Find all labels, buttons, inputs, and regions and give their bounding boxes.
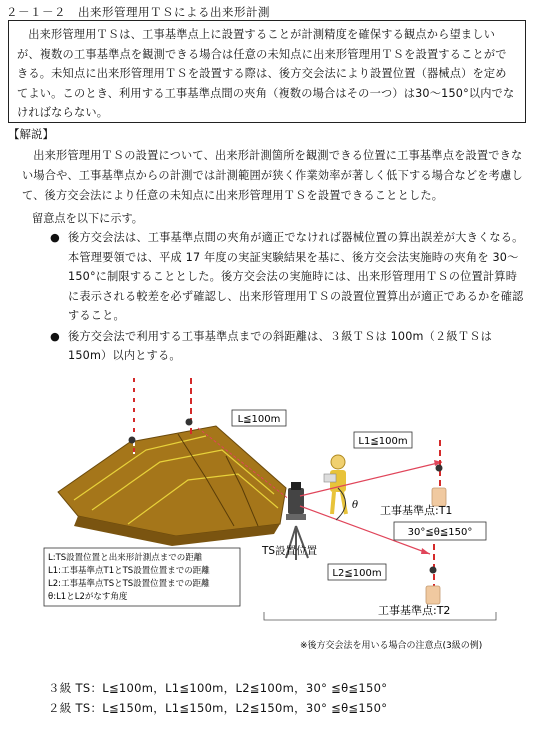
L1-label: L1≦100m — [358, 436, 408, 447]
spec-line-class2: ２級 TS：L≦150m，L1≦150m，L2≦150m，30° ≦θ≦150° — [48, 701, 388, 715]
legend-item: L1:工事基準点T1とTS設置位置までの距離 — [48, 566, 210, 576]
legend-item: L2:工事基準点TSとTS設置位置までの距離 — [48, 579, 210, 589]
diagram-legend — [44, 548, 240, 606]
notes-list — [48, 228, 528, 367]
diagram-caption: ※後方交会法を用いる場合の注意点(3級の例) — [300, 641, 483, 651]
list-item — [48, 327, 528, 366]
t1-label: 工事基準点:T1 — [380, 504, 453, 517]
t2-label: 工事基準点:T2 — [378, 604, 451, 617]
theta-symbol: θ — [352, 500, 359, 511]
commentary-paragraph-block — [22, 146, 528, 206]
terrain-illustration — [58, 426, 286, 546]
resection-diagram — [38, 376, 508, 658]
bullet-icon: ● — [50, 329, 60, 343]
angle-label: 30°≦θ≦150° — [407, 527, 473, 538]
section-heading: ２－１－２ 出来形管理用ＴＳによる出来形計測 — [6, 5, 270, 19]
worker-illustration — [324, 455, 346, 514]
bullet-text: 後方交会法で利用する工事基準点までの斜距離は、３級ＴＳは 100m（２級ＴＳは 150m）以内とする。 — [68, 329, 492, 362]
legend-item: θ:L1とL2がなす角度 — [48, 592, 128, 602]
commentary-paragraph: 出来形管理用ＴＳの設置について、出来形計測箇所を観測できる位置に工事基準点を設置できない場合や、工事基準点からの計測では計測範囲が狭く作業効率が著しく低下する場合などを考慮して、後方交会法により任意の未知点に出来形管理用ＴＳを設置できることとした。 — [22, 149, 523, 202]
L-label: L≦100m — [237, 414, 281, 425]
L2-label: L2≦100m — [332, 568, 382, 579]
requirement-box — [8, 20, 526, 123]
ts-position-label: TS設置位置 — [262, 545, 318, 557]
requirement-text: 出来形管理用ＴＳは、工事基準点上に設置することが計測精度を確保する観点から望ましいが、複数の工事基準点を観測できる場合は任意の未知点に出来形管理用ＴＳを設置することができる。未知点に出来形管理用ＴＳを設置する際は、後方交会法により設置位置（器械点）を定めてよい。このとき、利用する工事基準点間の夾角（複数の場合はその一つ）は30～150°以内でなければならない。 — [17, 28, 515, 119]
spec-line-class3: ３級 TS：L≦100m，L1≦100m，L2≦100m，30° ≦θ≦150° — [48, 681, 388, 695]
commentary-label: 【解説】 — [8, 127, 54, 141]
notes-heading: 留意点を以下に示す。 — [32, 212, 143, 225]
prism-pole-center — [186, 378, 193, 436]
control-point-t1 — [432, 440, 446, 506]
list-item — [48, 228, 528, 326]
bullet-text: 後方交会法は、工事基準点間の夾角が適正でなければ器械位置の算出誤差が大きくなる。本管理要領では、平成 17 年度の実証実験結果を基に、後方交会法実施時の夾角を 30～150°に制限することとした。後方交会法の実施時には、出来形管理用ＴＳの位置計算時に表示される較差を必ず確認し、出来形管理用ＴＳの設置位置算出が適正であるかを確認すること。 — [68, 231, 524, 322]
bullet-icon: ● — [50, 231, 60, 244]
legend-item: L:TS設置位置と出来形計測点までの距離 — [48, 553, 203, 563]
